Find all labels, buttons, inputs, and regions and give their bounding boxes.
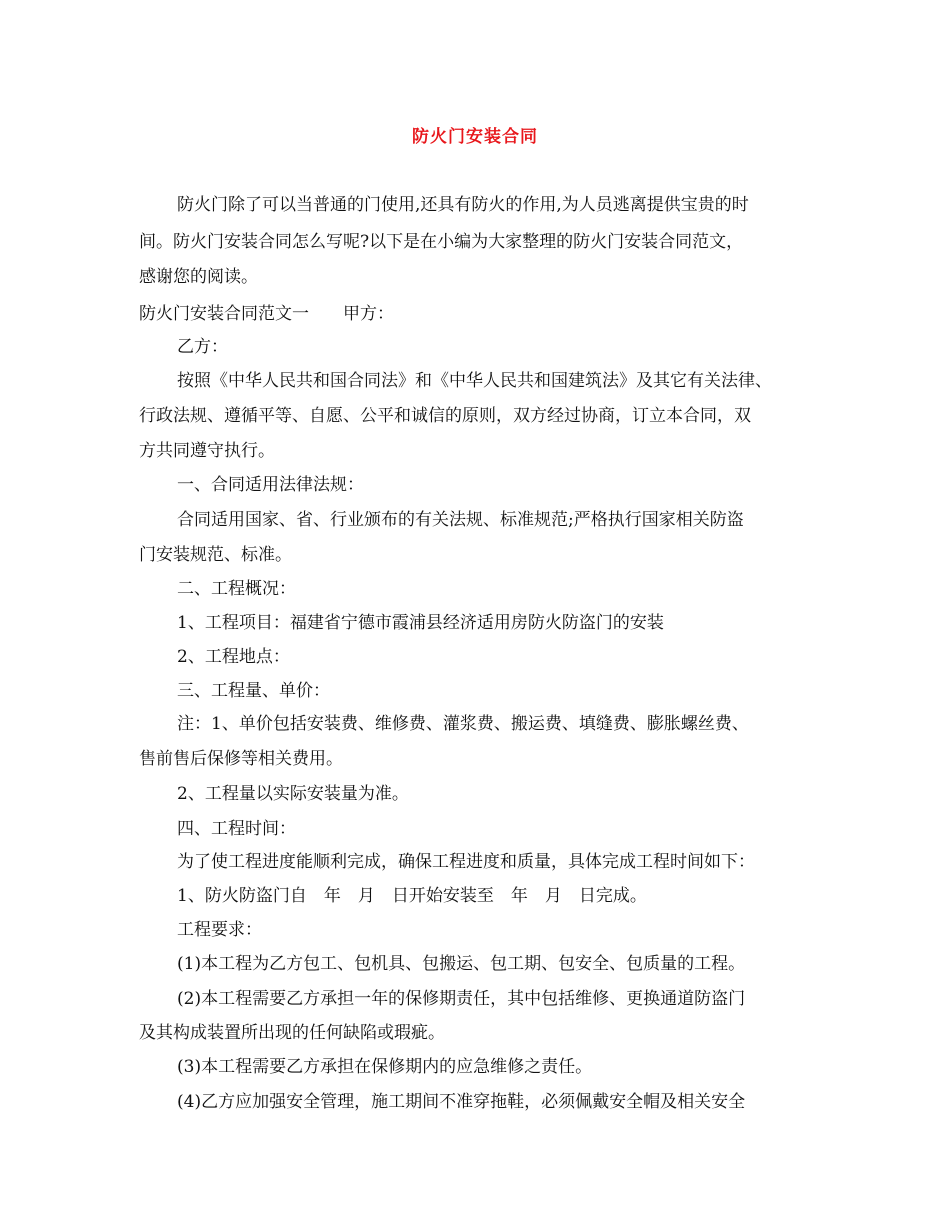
paragraph-line: 间。防火门安装合同怎么写呢?以下是在小编为大家整理的防火门安装合同范文， <box>139 232 744 252</box>
paragraph-line: (3)本工程需要乙方承担在保修期内的应急维修之责任。 <box>177 1057 593 1077</box>
paragraph-line: 工程要求： <box>177 920 262 940</box>
paragraph-line: 及其构成装置所出现的任何缺陷或瑕疵。 <box>139 1023 445 1043</box>
paragraph-line: (4)乙方应加强安全管理，施工期间不准穿拖鞋，必须佩戴安全帽及相关安全 <box>177 1092 746 1112</box>
document-title: 防火门安装合同 <box>412 127 538 147</box>
paragraph-line: 防火门安装合同范文一 甲方： <box>139 304 394 324</box>
paragraph-line: 一、合同适用法律法规： <box>177 475 364 495</box>
paragraph-line: (2)本工程需要乙方承担一年的保修期责任，其中包括维修、更换通道防盗门 <box>177 989 746 1009</box>
paragraph-line: 1、防火防盗门自 年 月 日开始安装至 年 月 日完成。 <box>177 886 647 906</box>
paragraph-line: 注：1、单价包括安装费、维修费、灌浆费、搬运费、填缝费、膨胀螺丝费、 <box>177 714 749 734</box>
paragraph-line: 售前售后保修等相关费用。 <box>139 749 343 769</box>
paragraph-line: (1)本工程为乙方包工、包机具、包搬运、包工期、包安全、包质量的工程。 <box>177 954 746 974</box>
paragraph-line: 方共同遵守执行。 <box>139 441 275 461</box>
paragraph-line: 1、工程项目：福建省宁德市霞浦县经济适用房防火防盗门的安装 <box>177 613 664 633</box>
paragraph-line: 为了使工程进度能顺利完成，确保工程进度和质量，具体完成工程时间如下： <box>177 852 755 872</box>
paragraph-line: 感谢您的阅读。 <box>139 267 258 287</box>
paragraph-line: 防火门除了可以当普通的门使用,还具有防火的作用,为人员逃离提供宝贵的时 <box>177 195 749 215</box>
paragraph-line: 按照《中华人民共和国合同法》和《中华人民共和国建筑法》及其它有关法律、 <box>177 371 772 391</box>
paragraph-line: 2、工程地点： <box>177 647 290 667</box>
paragraph-line: 合同适用国家、省、行业颁布的有关法规、标准规范;严格执行国家相关防盗 <box>177 510 744 530</box>
paragraph-line: 乙方： <box>177 337 228 357</box>
paragraph-line: 四、工程时间： <box>177 819 296 839</box>
paragraph-line: 二、工程概况： <box>177 579 296 599</box>
paragraph-line: 行政法规、遵循平等、自愿、公平和诚信的原则，双方经过协商，订立本合同，双 <box>139 406 751 426</box>
paragraph-line: 门安装规范、标准。 <box>139 545 292 565</box>
paragraph-line: 2、工程量以实际安装量为准。 <box>177 784 409 804</box>
paragraph-line: 三、工程量、单价： <box>177 681 330 701</box>
